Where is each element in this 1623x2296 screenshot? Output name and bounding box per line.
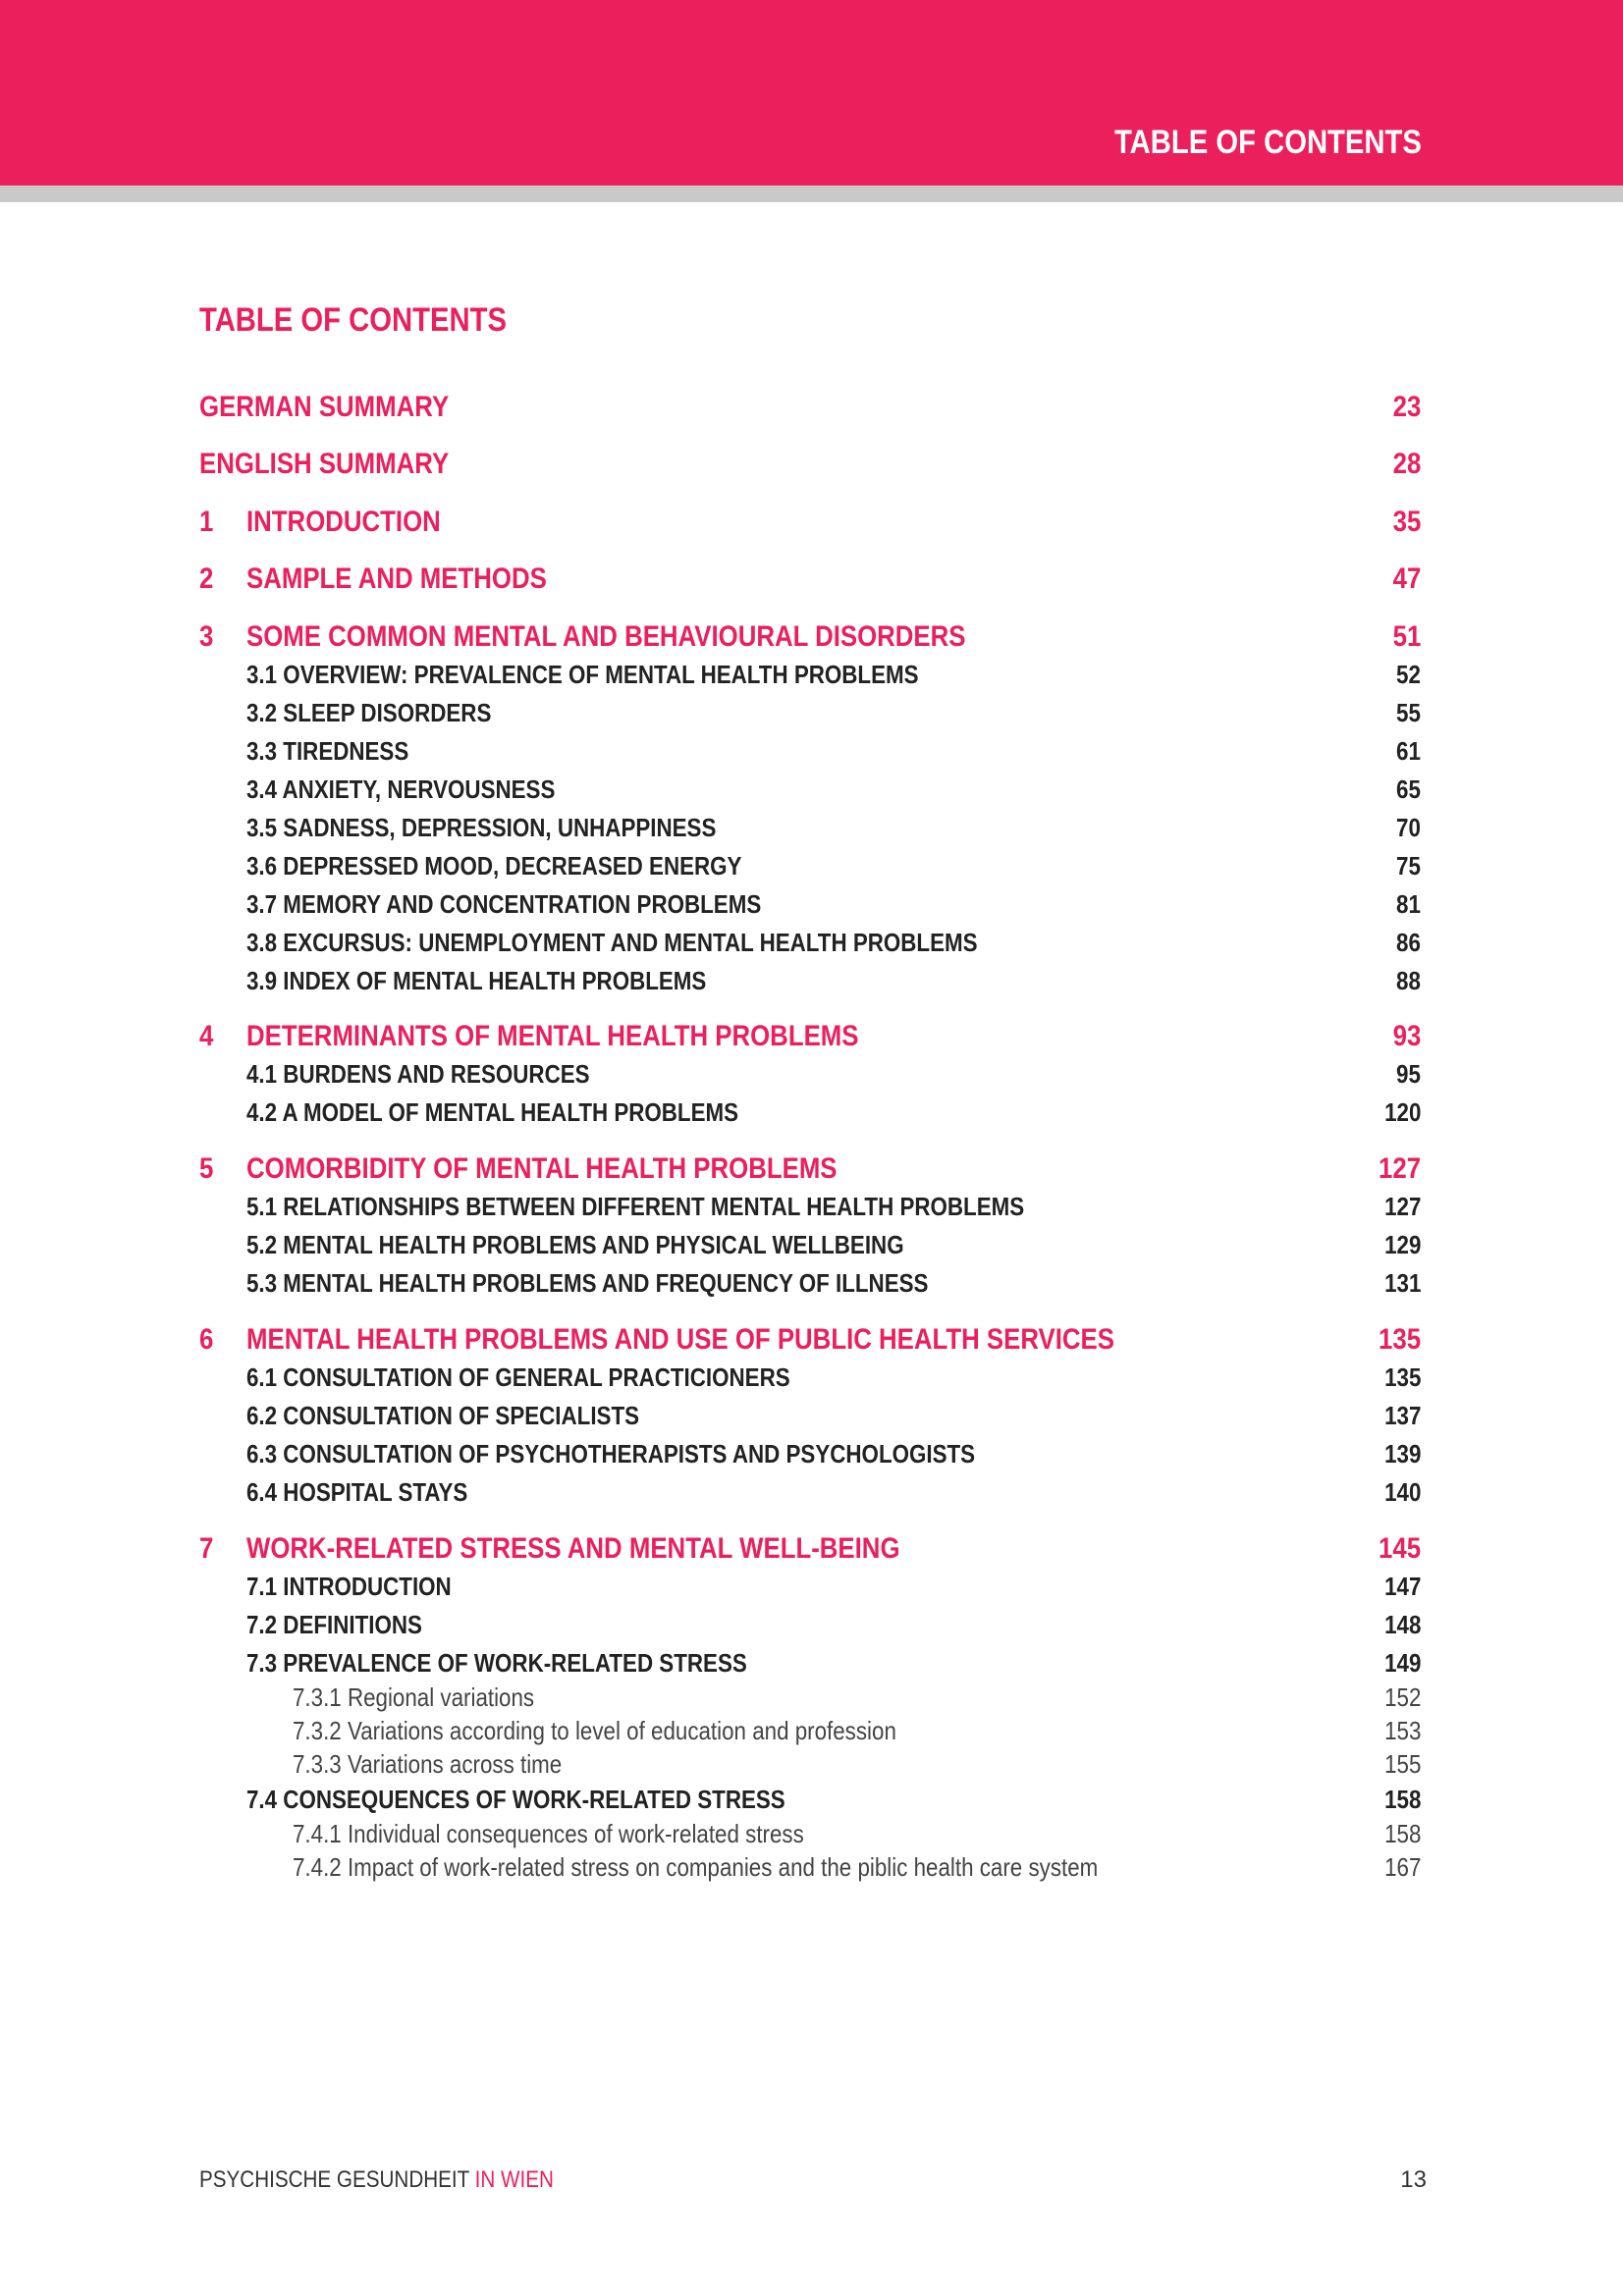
footer-title-main: PSYCHISCHE GESUNDHEIT: [199, 2166, 475, 2193]
toc-entry-subsection[interactable]: [199, 1682, 1421, 1714]
toc-page-number: 140: [1383, 1477, 1421, 1507]
toc-entry-title: 6.3 CONSULTATION OF PSYCHOTHERAPISTS AND PSYCHOLOGISTS: [246, 1439, 976, 1468]
footer-page-number: 13: [1400, 2166, 1427, 2193]
toc-entry-chapter[interactable]: [199, 1152, 1421, 1188]
toc-page-number: 129: [1383, 1230, 1421, 1259]
toc-entry-title: DETERMINANTS OF MENTAL HEALTH PROBLEMS: [246, 1020, 859, 1052]
toc-page-number: 23: [1392, 391, 1421, 423]
toc-entry-section[interactable]: [199, 1785, 1421, 1816]
toc-entry-title: SOME COMMON MENTAL AND BEHAVIOURAL DISORDERS: [246, 620, 966, 653]
footer-publication-title: [199, 2166, 554, 2194]
toc-entry-title: 6.1 CONSULTATION OF GENERAL PRACTICIONERS: [246, 1362, 790, 1392]
toc-entry-title: 7.4.1 Individual consequences of work-related stress: [293, 1819, 804, 1848]
toc-entry-title: 7.3.1 Regional variations: [293, 1682, 535, 1712]
toc-page-number: 88: [1396, 966, 1421, 995]
toc-entry-chapter[interactable]: [199, 391, 1421, 426]
toc-entry-title: 3.2 SLEEP DISORDERS: [246, 698, 492, 727]
toc-entry-chapter[interactable]: [199, 448, 1421, 483]
toc-entry-title: 7.2 DEFINITIONS: [246, 1610, 422, 1639]
toc-entry-chapter[interactable]: [199, 1532, 1421, 1568]
toc-page-number: 135: [1383, 1362, 1421, 1392]
toc-page-number: 167: [1383, 1852, 1421, 1882]
toc-entry-title: WORK-RELATED STRESS AND MENTAL WELL-BEING: [246, 1532, 900, 1565]
toc-page-number: 139: [1383, 1439, 1421, 1468]
toc-chapter-number: 3: [199, 620, 214, 653]
toc-chapter-number: 6: [199, 1323, 214, 1356]
toc-entry-title: 3.4 ANXIETY, NERVOUSNESS: [246, 774, 556, 804]
toc-page-number: 95: [1396, 1059, 1421, 1089]
toc-page-number: 65: [1396, 774, 1421, 804]
toc-page-number: 158: [1383, 1785, 1421, 1814]
toc-entry-chapter[interactable]: [199, 1323, 1421, 1359]
toc-page-number: 120: [1383, 1097, 1421, 1127]
toc-chapter-number: 2: [199, 562, 214, 595]
toc-entry-title: 6.4 HOSPITAL STAYS: [246, 1477, 468, 1507]
toc-chapter-number: 1: [199, 506, 214, 538]
toc-page-number: 137: [1383, 1401, 1421, 1430]
toc-entry-section[interactable]: [199, 1230, 1421, 1261]
toc-page-number: 55: [1396, 698, 1421, 727]
toc-entry-title: 7.4 CONSEQUENCES OF WORK-RELATED STRESS: [246, 1785, 785, 1814]
toc-page-number: 51: [1392, 620, 1421, 653]
toc-page-number: 135: [1378, 1323, 1421, 1356]
toc-entry-title: 5.3 MENTAL HEALTH PROBLEMS AND FREQUENCY OF ILLNESS: [246, 1268, 929, 1298]
toc-entry-subsection[interactable]: [199, 1819, 1421, 1850]
toc-page-number: 131: [1383, 1268, 1421, 1298]
toc-chapter-number: 5: [199, 1152, 214, 1185]
toc-entry-section[interactable]: [199, 1268, 1421, 1300]
toc-entry-title: 7.3.2 Variations according to level of education and profession: [293, 1716, 896, 1745]
toc-entry-title: 7.4.2 Impact of work-related stress on companies and the piblic health care system: [293, 1852, 1099, 1882]
toc-page-number: 86: [1396, 928, 1421, 957]
toc-page-number: 93: [1392, 1020, 1421, 1052]
toc-page-number: 158: [1383, 1819, 1421, 1848]
toc-entry-chapter[interactable]: [199, 506, 1421, 541]
toc-entry-title: ENGLISH SUMMARY: [199, 448, 450, 480]
toc-entry-section[interactable]: [199, 851, 1421, 882]
toc-entry-title: 3.9 INDEX OF MENTAL HEALTH PROBLEMS: [246, 966, 707, 995]
toc-entry-title: MENTAL HEALTH PROBLEMS AND USE OF PUBLIC HEALTH SERVICES: [246, 1323, 1114, 1356]
toc-page-number: 148: [1383, 1610, 1421, 1639]
footer-title-accent: IN WIEN: [474, 2166, 554, 2193]
toc-entry-section[interactable]: [199, 1610, 1421, 1641]
toc-entry-title: 5.1 RELATIONSHIPS BETWEEN DIFFERENT MENTAL HEALTH PROBLEMS: [246, 1192, 1025, 1221]
toc-entry-title: 3.1 OVERVIEW: PREVALENCE OF MENTAL HEALTH PROBLEMS: [246, 660, 919, 689]
toc-page-number: 127: [1378, 1152, 1421, 1185]
toc-entry-section[interactable]: [199, 698, 1421, 729]
toc-entry-section[interactable]: [199, 1362, 1421, 1394]
toc-entry-section[interactable]: [199, 1192, 1421, 1223]
toc-entry-title: 5.2 MENTAL HEALTH PROBLEMS AND PHYSICAL WELLBEING: [246, 1230, 904, 1259]
header-divider: [0, 186, 1623, 202]
toc-entry-section[interactable]: [199, 1477, 1421, 1509]
toc-entry-section[interactable]: [199, 1059, 1421, 1091]
toc-entry-section[interactable]: [199, 1648, 1421, 1680]
toc-entry-section[interactable]: [199, 1401, 1421, 1432]
toc-entry-title: GERMAN SUMMARY: [199, 391, 450, 423]
toc-page-number: 145: [1378, 1532, 1421, 1565]
toc-entry-title: 7.1 INTRODUCTION: [246, 1572, 452, 1601]
toc-entry-title: 7.3.3 Variations across time: [293, 1749, 563, 1779]
toc-entry-title: 3.6 DEPRESSED MOOD, DECREASED ENERGY: [246, 851, 742, 881]
toc-entry-section[interactable]: [199, 1439, 1421, 1470]
toc-entry-chapter[interactable]: [199, 1020, 1421, 1055]
toc-entry-section[interactable]: [199, 889, 1421, 921]
toc-entry-chapter[interactable]: [199, 620, 1421, 656]
toc-entry-section[interactable]: [199, 928, 1421, 959]
toc-entry-title: 3.3 TIREDNESS: [246, 736, 409, 766]
toc-entry-title: COMORBIDITY OF MENTAL HEALTH PROBLEMS: [246, 1152, 838, 1185]
toc-entry-section[interactable]: [199, 774, 1421, 806]
toc-entry-subsection[interactable]: [199, 1852, 1421, 1884]
toc-entry-subsection[interactable]: [199, 1716, 1421, 1747]
toc-page-number: 147: [1383, 1572, 1421, 1601]
toc-page-number: 152: [1383, 1682, 1421, 1712]
toc-page-number: 35: [1392, 506, 1421, 538]
toc-entry-title: 4.1 BURDENS AND RESOURCES: [246, 1059, 590, 1089]
toc-entry-title: 3.5 SADNESS, DEPRESSION, UNHAPPINESS: [246, 813, 717, 842]
toc-page-number: 75: [1396, 851, 1421, 881]
toc-page-number: 149: [1383, 1648, 1421, 1678]
toc-page-number: 47: [1392, 562, 1421, 595]
header-title: TABLE OF CONTENTS: [1114, 124, 1422, 161]
toc-entry-subsection[interactable]: [199, 1749, 1421, 1781]
toc-entry-section[interactable]: [199, 660, 1421, 691]
toc-entry-section[interactable]: [199, 813, 1421, 844]
toc-entry-title: SAMPLE AND METHODS: [246, 562, 547, 595]
toc-entry-title: 3.8 EXCURSUS: UNEMPLOYMENT AND MENTAL HEALTH PROBLEMS: [246, 928, 978, 957]
toc-entry-section[interactable]: [199, 736, 1421, 768]
toc-page-number: 52: [1396, 660, 1421, 689]
toc-entry-title: INTRODUCTION: [246, 506, 441, 538]
toc-chapter-number: 7: [199, 1532, 214, 1565]
toc-entry-title: 3.7 MEMORY AND CONCENTRATION PROBLEMS: [246, 889, 762, 919]
toc-page-number: 81: [1396, 889, 1421, 919]
toc-entry-title: 4.2 A MODEL OF MENTAL HEALTH PROBLEMS: [246, 1097, 739, 1127]
toc-entry-chapter[interactable]: [199, 562, 1421, 598]
toc-page-number: 70: [1396, 813, 1421, 842]
toc-page-number: 61: [1396, 736, 1421, 766]
toc-page-number: 28: [1392, 448, 1421, 480]
toc-chapter-number: 4: [199, 1020, 214, 1052]
toc-entry-section[interactable]: [199, 1097, 1421, 1129]
toc-entry-title: 7.3 PREVALENCE OF WORK-RELATED STRESS: [246, 1648, 747, 1678]
toc-entry-section[interactable]: [199, 1572, 1421, 1603]
toc-page-number: 127: [1383, 1192, 1421, 1221]
toc-page-number: 155: [1383, 1749, 1421, 1779]
toc-entry-section[interactable]: [199, 966, 1421, 997]
page-title: TABLE OF CONTENTS: [199, 301, 507, 339]
toc-entry-title: 6.2 CONSULTATION OF SPECIALISTS: [246, 1401, 640, 1430]
toc-page-number: 153: [1383, 1716, 1421, 1745]
